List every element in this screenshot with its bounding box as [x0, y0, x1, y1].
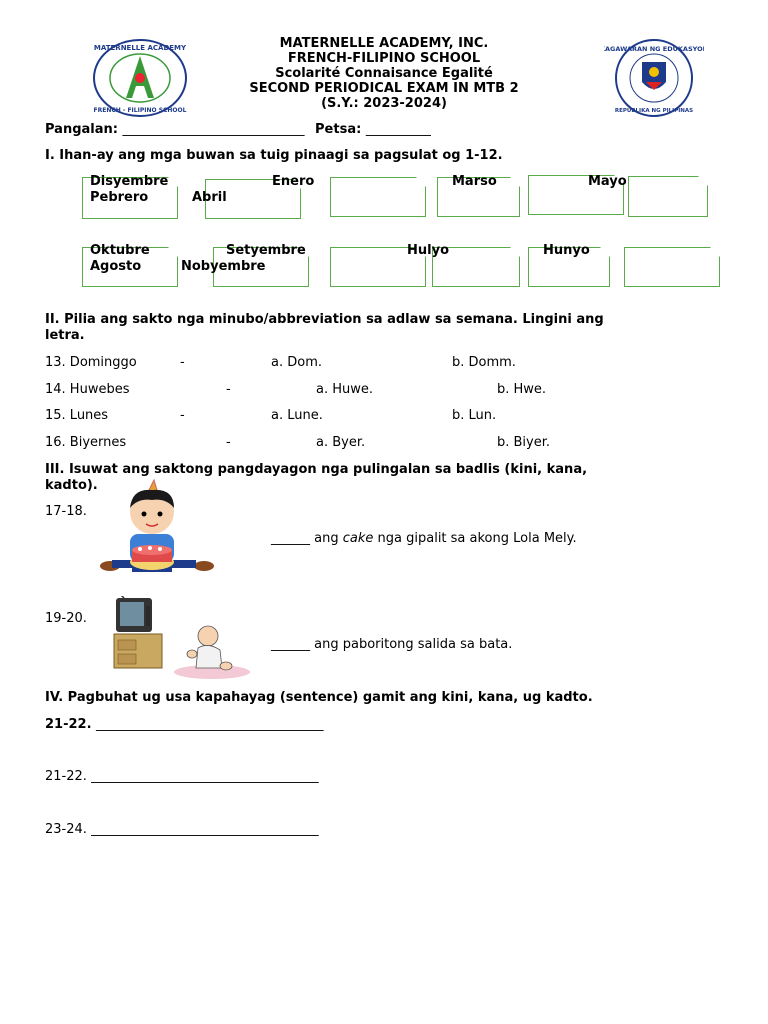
month-label: Hunyo — [543, 243, 590, 258]
logo-bottom-text: FRENCH - FILIPINO SCHOOL — [93, 107, 187, 114]
question-number: 21-22. — [45, 769, 87, 784]
seal-top-text: KAGAWARAN NG EDUKASYON — [604, 45, 704, 53]
choice-a[interactable]: a. Dom. — [271, 355, 322, 370]
sentence-rest: ang paboritong salida sa bata. — [314, 637, 513, 652]
section1-title: I. Ihan-ay ang mga buwan sa tuig pinaagi sa pagsulat og 1-12. — [45, 148, 503, 163]
seal-bottom-text: REPUBLIKA NG PILIPINAS — [614, 108, 694, 114]
question-number: 16. Biyernes — [45, 435, 127, 450]
sentence-rest: nga gipalit sa akong Lola Mely. — [377, 531, 577, 546]
question-number: 23-24. — [45, 822, 87, 837]
sentence-item — [45, 717, 324, 732]
question-number: 14. Huwebes — [45, 382, 130, 397]
header-school-name: MATERNELLE ACADEMY, INC. — [279, 36, 489, 51]
name-blank[interactable]: ____________________________ — [122, 122, 305, 137]
section4-title: IV. Pagbuhat ug usa kapahayag (sentence) gamit ang kini, kana, ug kadto. — [45, 690, 593, 705]
name-label: Pangalan: — [45, 122, 118, 137]
answer-line[interactable]: ___________________________________ — [96, 717, 324, 732]
question-number: 21-22. — [45, 717, 92, 732]
month-label: Oktubre — [90, 243, 150, 258]
sentence-italic-word: cake — [342, 531, 374, 546]
question-number: 17-18. — [45, 504, 87, 519]
deped-seal — [604, 38, 704, 118]
question-dash: - — [180, 408, 185, 423]
choice-b[interactable]: b. Domm. — [452, 355, 516, 370]
sentence-item — [45, 822, 319, 837]
month-label: Marso — [452, 174, 497, 189]
header-school-year: (S.Y.: 2023-2024) — [321, 96, 447, 111]
question-number: 13. Dominggo — [45, 355, 137, 370]
child-cake-illustration — [92, 478, 222, 584]
section3-title-line2: kadto). — [45, 478, 98, 493]
sentence-17-18 — [271, 531, 577, 546]
month-label: Pebrero — [90, 190, 149, 205]
section2-title-line1: II. Pilia ang sakto nga minubo/abbreviation sa adlaw sa semana. Lingini ang — [45, 312, 604, 327]
choice-a[interactable]: a. Byer. — [316, 435, 366, 450]
month-label: Disyembre — [90, 174, 169, 189]
month-label: Agosto — [90, 259, 142, 274]
date-label: Petsa: — [315, 122, 362, 137]
question-dash: - — [226, 435, 231, 450]
header-motto: Scolarité Connaisance Egalité — [275, 66, 493, 81]
section2-title — [45, 312, 604, 344]
document-header — [200, 36, 568, 111]
question-dash: - — [180, 355, 185, 370]
month-label: Enero — [272, 174, 315, 189]
answer-box[interactable] — [628, 176, 708, 217]
date-blank[interactable]: __________ — [365, 122, 431, 137]
month-label: Hulyo — [407, 243, 449, 258]
month-label: Abril — [192, 190, 227, 205]
question-dash: - — [226, 382, 231, 397]
choice-a[interactable]: a. Lune. — [271, 408, 323, 423]
sentence-item — [45, 769, 319, 784]
month-label: Setyembre — [226, 243, 306, 258]
answer-line[interactable]: ___________________________________ — [91, 822, 319, 837]
choice-b[interactable]: b. Lun. — [452, 408, 497, 423]
baby-tv-illustration — [108, 596, 252, 684]
question-number: 15. Lunes — [45, 408, 109, 423]
month-label: Mayo — [588, 174, 627, 189]
section2-title-line2: letra. — [45, 328, 85, 343]
sentence-19-20 — [271, 637, 512, 652]
answer-box[interactable] — [624, 247, 720, 287]
school-logo — [92, 38, 188, 118]
choice-b[interactable]: b. Biyer. — [497, 435, 551, 450]
header-exam-title: SECOND PERIODICAL EXAM IN MTB 2 — [249, 81, 519, 96]
month-label: Nobyembre — [181, 259, 266, 274]
answer-blank[interactable]: ______ — [271, 637, 310, 652]
answer-line[interactable]: ___________________________________ — [91, 769, 319, 784]
choice-a[interactable]: a. Huwe. — [316, 382, 374, 397]
answer-box[interactable] — [330, 177, 426, 217]
question-number: 19-20. — [45, 611, 87, 626]
sentence-word: ang — [314, 531, 339, 546]
name-date-row — [45, 122, 431, 137]
choice-b[interactable]: b. Hwe. — [497, 382, 547, 397]
answer-blank[interactable]: ______ — [271, 531, 310, 546]
logo-top-text: MATERNELLE ACADEMY — [93, 44, 187, 52]
section3-title-line1: III. Isuwat ang saktong pangdayagon nga pulingalan sa badlis (kini, kana, — [45, 462, 588, 477]
header-school-type: FRENCH-FILIPINO SCHOOL — [287, 51, 481, 66]
